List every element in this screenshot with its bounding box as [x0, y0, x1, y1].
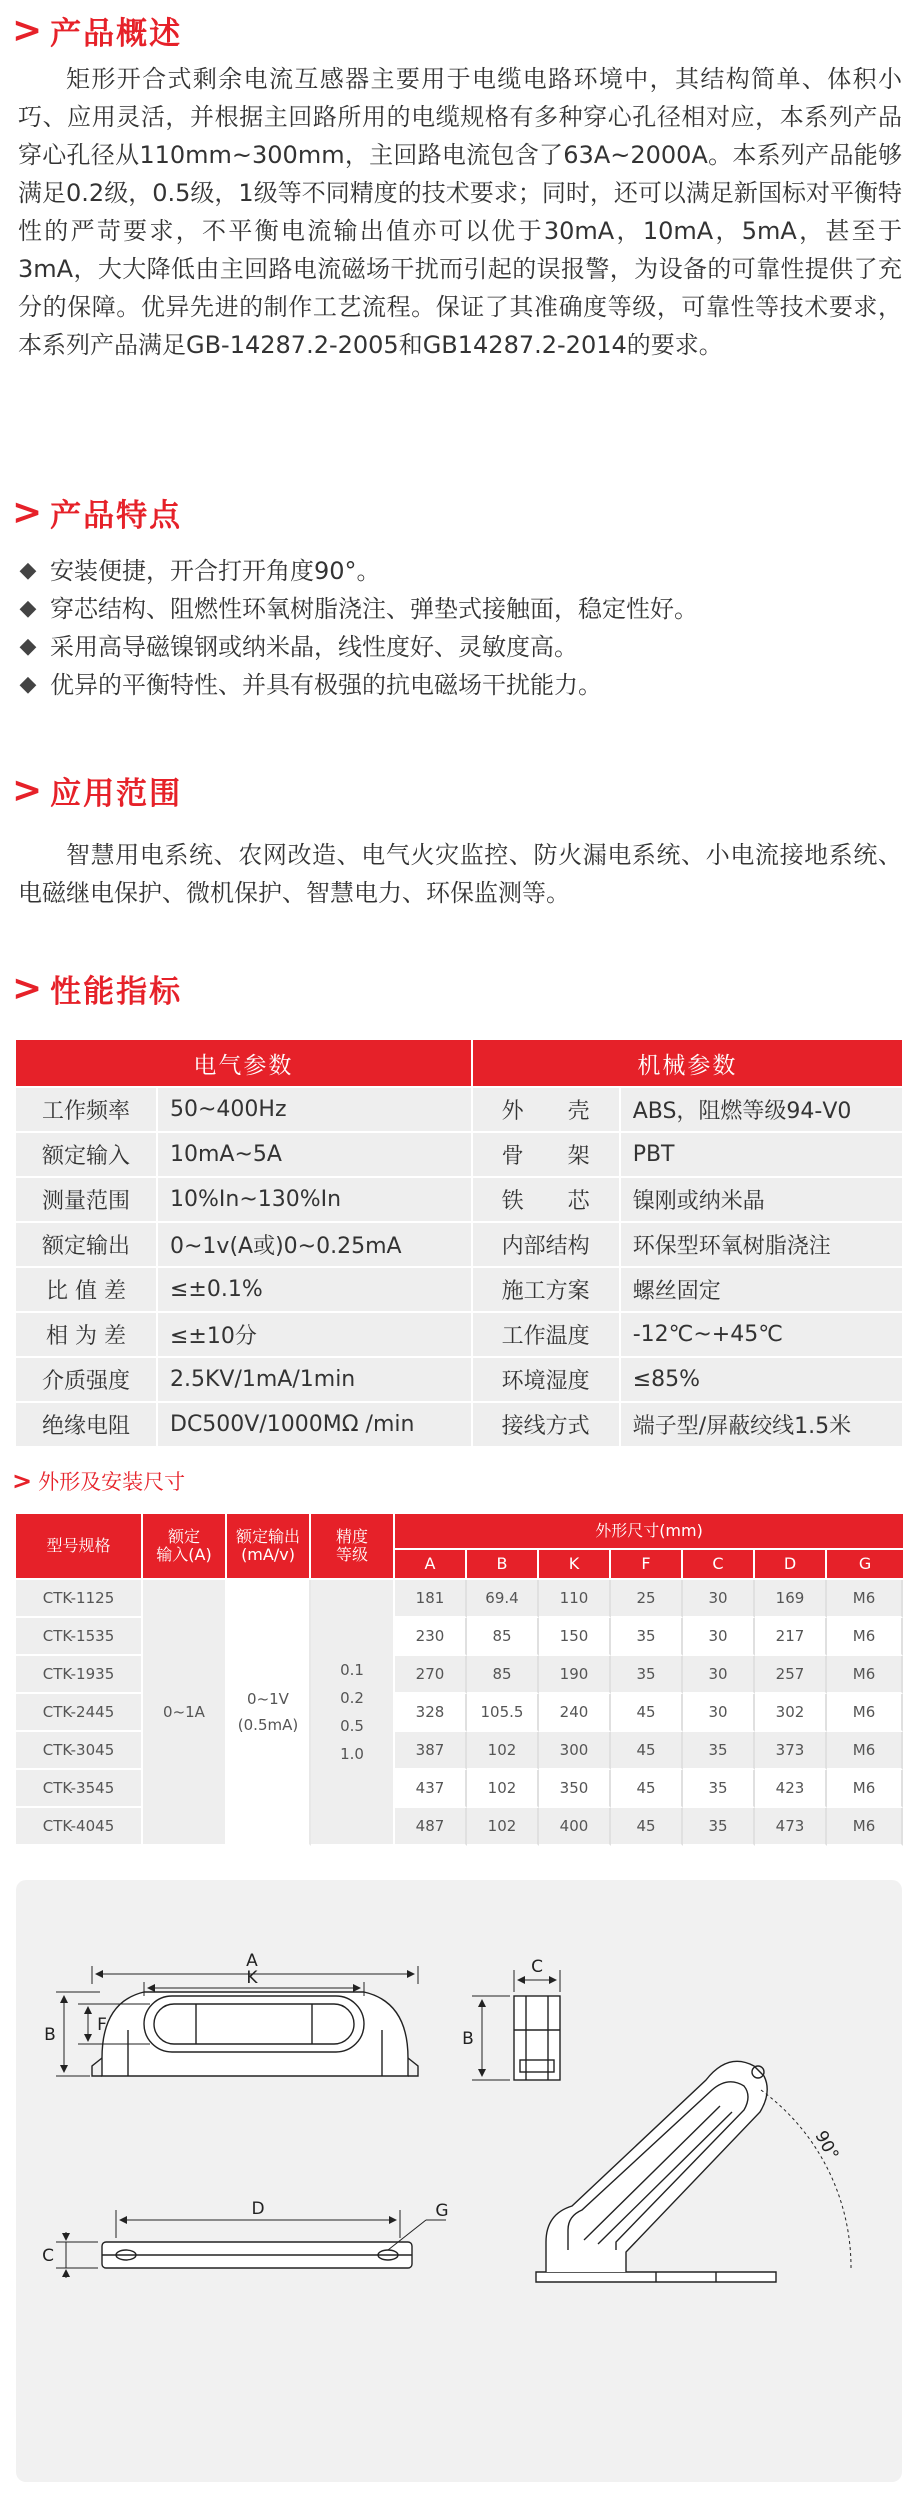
rated-output-header: 额定输出 (mA/v): [227, 1514, 311, 1580]
rated-output-cell: 0~1V (0.5mA): [227, 1580, 311, 1846]
mechanical-param-value: 镍刚或纳米晶: [621, 1176, 902, 1221]
size-a-cell: 328: [395, 1694, 467, 1732]
electrical-param-value: 2.5KV/1mA/1min: [158, 1356, 471, 1401]
size-f-cell: 35: [611, 1618, 683, 1656]
size-a-cell: 437: [395, 1770, 467, 1808]
accuracy-header: 精度 等级: [311, 1514, 395, 1580]
feature-text: 穿芯结构、阻燃性环氧树脂浇注、弹垫式接触面，稳定性好。: [50, 595, 698, 623]
chevron-right-icon: >: [12, 9, 43, 51]
electrical-params-header: 电气参数: [16, 1040, 471, 1086]
electrical-param-label: 额定输出: [16, 1221, 158, 1266]
electrical-param-value: 10%In~130%In: [158, 1176, 471, 1221]
model-cell: CTK-1125: [16, 1580, 143, 1618]
chevron-right-icon: >: [12, 769, 43, 811]
table-row: [16, 1356, 902, 1401]
applications-text: 智慧用电系统、农网改造、电气火灾监控、防火漏电系统、小电流接地系统、电磁继电保护、微机保护、智慧电力、环保监测等。: [18, 841, 902, 907]
model-cell: CTK-3545: [16, 1770, 143, 1808]
model-cell: CTK-1935: [16, 1656, 143, 1694]
overview-text: 矩形开合式剩余电流互感器主要用于电缆电路环境中，其结构简单、体积小巧、应用灵活，并根据主回路所用的电缆规格有多种穿心孔径相对应，本系列产品穿心孔径从110mm~300mm，主回路电流包含了63A~2000A。本系列产品能够满足0.2级，0.5级，1级等不同精度的技术要求；同时，还可以满足新国标对平衡特性的严苛要求，不平衡电流输出值亦可以优于30mA，10mA，5mA，甚至于3mA，大大降低由主回路电流磁场干扰而引起的误报警，为设备的可靠性提供了充分的保障。优异先进的制作工艺流程。保证了其准确度等级，可靠性等技术要求，本系列产品满足GB-14287.2-2005和GB14287.2-2014的要求。: [18, 65, 902, 359]
diamond-bullet-icon: ◆: [19, 558, 37, 583]
mechanical-params-header: 机械参数: [471, 1040, 902, 1086]
features-list: [18, 552, 898, 704]
table-row: [16, 1176, 902, 1221]
side-view: [514, 1996, 560, 2080]
size-k-cell: 240: [539, 1694, 611, 1732]
performance-heading: [12, 966, 182, 1011]
mechanical-param-label: 环境湿度: [471, 1356, 621, 1401]
electrical-param-label: 介质强度: [16, 1356, 158, 1401]
dimensions-title: 外形及安装尺寸: [38, 1470, 186, 1494]
size-f-cell: 35: [611, 1656, 683, 1694]
size-g-cell: M6: [827, 1732, 903, 1770]
size-b-cell: 102: [467, 1732, 539, 1770]
table-row: [16, 1401, 902, 1446]
size-b-cell: 85: [467, 1656, 539, 1694]
feature-text: 采用高导磁镍钢或纳米晶，线性度好、灵敏度高。: [50, 633, 578, 661]
dim-label-d: D: [251, 2199, 265, 2219]
rated-input-cell: 0~1A: [143, 1580, 227, 1846]
size-b-cell: 85: [467, 1618, 539, 1656]
dim-label-b-side: B: [462, 2029, 474, 2049]
dim-label-c-bottom: C: [42, 2246, 54, 2266]
dim-label-g: G: [435, 2201, 449, 2221]
size-b-cell: 102: [467, 1808, 539, 1846]
table-row: [16, 1131, 902, 1176]
size-k-cell: 150: [539, 1618, 611, 1656]
size-b-cell: 69.4: [467, 1580, 539, 1618]
table-row: [16, 1311, 902, 1356]
model-cell: CTK-2445: [16, 1694, 143, 1732]
model-cell: CTK-4045: [16, 1808, 143, 1846]
size-c-cell: 30: [683, 1694, 755, 1732]
electrical-param-value: 0~1v(A或)0~0.25mA: [158, 1221, 471, 1266]
chevron-right-icon: >: [12, 1467, 33, 1495]
diamond-bullet-icon: ◆: [19, 596, 37, 621]
dimension-drawing: [16, 1880, 902, 2482]
size-c-cell: 35: [683, 1732, 755, 1770]
size-c-cell: 35: [683, 1770, 755, 1808]
col-header-a: A: [395, 1550, 467, 1580]
chevron-right-icon: >: [12, 491, 43, 533]
size-a-cell: 230: [395, 1618, 467, 1656]
overview-title: 产品概述: [50, 16, 183, 52]
list-item: [18, 590, 898, 628]
features-heading: [12, 490, 182, 535]
size-g-cell: M6: [827, 1770, 903, 1808]
electrical-param-label: 比 值 差: [16, 1266, 158, 1311]
diamond-bullet-icon: ◆: [19, 672, 37, 697]
list-item: [18, 628, 898, 666]
table-row: [16, 1221, 902, 1266]
mechanical-param-label: 骨 架: [471, 1131, 621, 1176]
size-g-cell: M6: [827, 1808, 903, 1846]
size-b-cell: 105.5: [467, 1694, 539, 1732]
size-k-cell: 110: [539, 1580, 611, 1618]
model-cell: CTK-1535: [16, 1618, 143, 1656]
dim-label-a: A: [246, 1951, 258, 1971]
applications-heading: [12, 768, 182, 813]
col-header-k: K: [539, 1550, 611, 1580]
diamond-bullet-icon: ◆: [19, 634, 37, 659]
mechanical-param-value: 螺丝固定: [621, 1266, 902, 1311]
size-a-cell: 181: [395, 1580, 467, 1618]
size-g-cell: M6: [827, 1580, 903, 1618]
size-c-cell: 30: [683, 1580, 755, 1618]
size-k-cell: 350: [539, 1770, 611, 1808]
mechanical-param-label: 工作温度: [471, 1311, 621, 1356]
table-row: [16, 1086, 902, 1131]
mechanical-param-value: ≤85%: [621, 1356, 902, 1401]
electrical-param-value: ≤±0.1%: [158, 1266, 471, 1311]
list-item: [18, 666, 898, 704]
col-header-f: F: [611, 1550, 683, 1580]
electrical-param-label: 工作频率: [16, 1086, 158, 1131]
size-c-cell: 35: [683, 1808, 755, 1846]
mechanical-param-label: 接线方式: [471, 1401, 621, 1446]
size-d-cell: 473: [755, 1808, 827, 1846]
electrical-param-label: 额定输入: [16, 1131, 158, 1176]
col-header-g: G: [827, 1550, 903, 1580]
list-item: [18, 552, 898, 590]
mechanical-param-label: 内部结构: [471, 1221, 621, 1266]
feature-text: 优异的平衡特性、并具有极强的抗电磁场干扰能力。: [50, 671, 602, 699]
size-g-cell: M6: [827, 1694, 903, 1732]
chevron-right-icon: >: [12, 967, 43, 1009]
size-c-cell: 30: [683, 1618, 755, 1656]
performance-table: [16, 1040, 902, 1446]
size-d-cell: 169: [755, 1580, 827, 1618]
model-cell: CTK-3045: [16, 1732, 143, 1770]
mechanical-param-label: 施工方案: [471, 1266, 621, 1311]
features-title: 产品特点: [50, 498, 183, 534]
size-d-cell: 257: [755, 1656, 827, 1694]
size-d-cell: 302: [755, 1694, 827, 1732]
size-f-cell: 45: [611, 1770, 683, 1808]
size-k-cell: 190: [539, 1656, 611, 1694]
mechanical-param-value: PBT: [621, 1131, 902, 1176]
size-a-cell: 387: [395, 1732, 467, 1770]
dimensions-table: [16, 1514, 903, 1846]
size-f-cell: 25: [611, 1580, 683, 1618]
performance-title: 性能指标: [50, 974, 183, 1010]
open-view: [536, 2061, 776, 2282]
electrical-param-label: 绝缘电阻: [16, 1401, 158, 1446]
dim-label-f: F: [97, 2015, 107, 2035]
size-b-cell: 102: [467, 1770, 539, 1808]
electrical-param-value: 10mA~5A: [158, 1131, 471, 1176]
feature-text: 安装便捷，开合打开角度90°。: [50, 557, 381, 585]
bottom-view: [102, 2242, 412, 2268]
electrical-param-value: ≤±10分: [158, 1311, 471, 1356]
size-d-cell: 217: [755, 1618, 827, 1656]
applications-title: 应用范围: [50, 776, 183, 812]
electrical-param-label: 相 为 差: [16, 1311, 158, 1356]
size-k-cell: 400: [539, 1808, 611, 1846]
size-a-cell: 487: [395, 1808, 467, 1846]
size-c-cell: 30: [683, 1656, 755, 1694]
table-row: [16, 1266, 902, 1311]
size-f-cell: 45: [611, 1808, 683, 1846]
size-g-cell: M6: [827, 1656, 903, 1694]
size-a-cell: 270: [395, 1656, 467, 1694]
dim-label-c-side: C: [531, 1957, 543, 1977]
col-header-c: C: [683, 1550, 755, 1580]
size-f-cell: 45: [611, 1732, 683, 1770]
electrical-param-label: 测量范围: [16, 1176, 158, 1221]
mechanical-param-value: 环保型环氧树脂浇注: [621, 1221, 902, 1266]
rated-input-header: 额定 输入(A): [143, 1514, 227, 1580]
angle-label: 90°: [810, 2127, 843, 2164]
dimensions-heading: [12, 1466, 185, 1496]
size-g-cell: M6: [827, 1618, 903, 1656]
accuracy-cell: 0.1 0.2 0.5 1.0: [311, 1580, 395, 1846]
mechanical-param-label: 外 壳: [471, 1086, 621, 1131]
electrical-param-value: DC500V/1000MΩ /min: [158, 1401, 471, 1446]
mechanical-param-value: 端子型/屏蔽绞线1.5米: [621, 1401, 902, 1446]
mechanical-param-value: -12℃~+45℃: [621, 1311, 902, 1356]
electrical-param-value: 50~400Hz: [158, 1086, 471, 1131]
mechanical-param-label: 铁 芯: [471, 1176, 621, 1221]
size-header: 外形尺寸(mm): [395, 1514, 903, 1550]
mechanical-param-value: ABS，阻燃等级94-V0: [621, 1086, 902, 1131]
model-header: 型号规格: [16, 1514, 143, 1580]
dimension-drawing-svg: [16, 1880, 902, 2482]
col-header-b: B: [467, 1550, 539, 1580]
size-d-cell: 373: [755, 1732, 827, 1770]
size-d-cell: 423: [755, 1770, 827, 1808]
table-row: [16, 1580, 903, 1618]
dim-label-k: K: [246, 1968, 258, 1988]
dim-label-b: B: [44, 2025, 56, 2045]
size-k-cell: 300: [539, 1732, 611, 1770]
front-view: [92, 1992, 418, 2076]
overview-heading: [12, 8, 182, 53]
size-f-cell: 45: [611, 1694, 683, 1732]
col-header-d: D: [755, 1550, 827, 1580]
